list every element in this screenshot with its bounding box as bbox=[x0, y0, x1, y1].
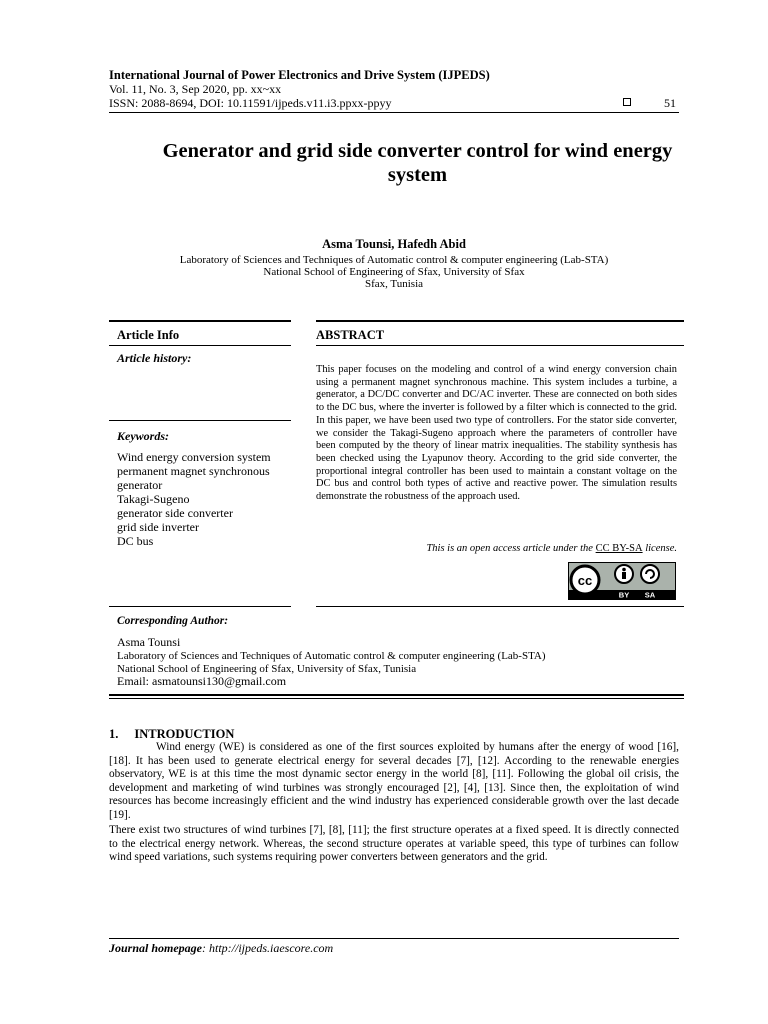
abstract-top-rule bbox=[316, 320, 684, 322]
abstract-heading: ABSTRACT bbox=[316, 328, 385, 342]
license-link[interactable]: CC BY-SA bbox=[595, 543, 643, 554]
article-info-rule bbox=[109, 345, 291, 346]
page-number: 51 bbox=[664, 96, 676, 110]
affiliation-line: National School of Engineering of Sfax, University of Sfax bbox=[263, 266, 525, 278]
volume-info: Vol. 11, No. 3, Sep 2020, pp. xx~xx bbox=[109, 82, 282, 96]
intro-paragraph: There exist two structures of wind turbines [7], [8], [11]; the first structure operates at a fixed speed. It is directly connected to the electrical energy network. Whereas, the second structure operates at variable speed, this type of turbines can follow wind speed variations, such systems requiring power converters between generators and the grid. bbox=[109, 824, 679, 864]
abstract-bottom-rule bbox=[316, 606, 684, 607]
cc-by-sa-badge-icon[interactable] bbox=[568, 562, 676, 600]
abstract-rule bbox=[316, 345, 684, 346]
keyword-item: DC bus bbox=[117, 534, 154, 548]
keyword-item: permanent magnet synchronous bbox=[117, 464, 270, 478]
corresponding-heading: Corresponding Author: bbox=[117, 615, 229, 627]
license-suffix: license. bbox=[642, 543, 677, 554]
article-info-heading: Article Info bbox=[117, 328, 180, 342]
journal-name: International Journal of Power Electronics and Drive System (IJPEDS) bbox=[109, 68, 490, 82]
author-block-rule bbox=[109, 694, 684, 696]
by-label: BY bbox=[618, 590, 630, 600]
history-rule bbox=[109, 420, 291, 421]
affiliation-line: Laboratory of Sciences and Techniques of Automatic control & computer engineering (Lab-STA) bbox=[179, 254, 609, 266]
keywords-bottom-rule bbox=[109, 606, 291, 607]
corresponding-lab: Laboratory of Sciences and Techniques of Automatic control & computer engineering (Lab-STA) bbox=[117, 650, 546, 662]
section-title: INTRODUCTION bbox=[134, 727, 235, 741]
paper-title: Generator and grid side converter control for wind energy system bbox=[162, 140, 673, 186]
sa-label: SA bbox=[644, 590, 656, 600]
abstract-text: This paper focuses on the modeling and control of a wind energy conversion chain using a permanent magnet synchronous machine. This system includes a turbine, a generator, a DC/DC converter and DC/AC inverter. These are connected on both sides to the DC bus, where the inverter is followed by a filter which is connected to the grid. In this paper, we have been used two type of controllers. For the stator side converter, we consider the Takagi-Sugeno approach where the parameters of controller have been computed by the theory of linear matrix inequalities. The stability synthesis has been checked using the Lyapunov theory. According to the grid side converter, the proportional integral controller has been used to maintain a constant voltage on the DC bus and control both types of active and reactive power. The simulation results demonstrate the robustness of the approach used. bbox=[316, 364, 677, 503]
square-bullet-icon bbox=[623, 98, 631, 106]
paper-authors: Asma Tounsi, Hafedh Abid bbox=[322, 237, 466, 251]
keywords-label: Keywords: bbox=[117, 429, 169, 443]
license-statement bbox=[316, 543, 677, 554]
article-info-top-rule bbox=[109, 320, 291, 322]
keyword-item: generator side converter bbox=[117, 506, 233, 520]
footer-url[interactable]: : http://ijpeds.iaescore.com bbox=[202, 941, 334, 955]
section-number: 1. bbox=[109, 727, 119, 741]
license-prefix: This is an open access article under the bbox=[426, 543, 596, 554]
footer-rule bbox=[109, 938, 679, 939]
keyword-item: generator bbox=[117, 478, 163, 492]
author-block-rule-thin bbox=[109, 698, 684, 699]
cc-badge-text: cc bbox=[577, 573, 593, 588]
affiliation-line: Sfax, Tunisia bbox=[364, 278, 424, 290]
intro-paragraph: Wind energy (WE) is considered as one of the first sources exploited by humans after the energy of wood [16], [18]. It has been used to generate electrical energy for several decades [7], [12]. According to the renewable energies observatory, WE is at this time the most dynamic sector energy in the world [8], [11]. Following the global oil crisis, the development and marketing of wind turbines was strongly encouraged [2], [4], [13]. Since then, the exploitation of wind resources has become increasingly efficient and the wind industry has experienced considerable growth over the last decade [19]. bbox=[109, 741, 679, 821]
keyword-item: grid side inverter bbox=[117, 520, 199, 534]
issn-doi: ISSN: 2088-8694, DOI: 10.11591/ijpeds.v11.i3.ppxx-ppyy bbox=[109, 96, 392, 110]
corresponding-school: National School of Engineering of Sfax, University of Sfax, Tunisia bbox=[117, 663, 417, 675]
article-history-label: Article history: bbox=[117, 351, 192, 365]
footer-label: Journal homepage bbox=[109, 941, 203, 955]
section-heading bbox=[109, 727, 234, 742]
keyword-item: Wind energy conversion system bbox=[117, 450, 271, 464]
header-rule bbox=[109, 112, 679, 113]
keyword-item: Takagi-Sugeno bbox=[117, 492, 190, 506]
footer-homepage bbox=[109, 941, 333, 956]
corresponding-email[interactable]: Email: asmatounsi130@gmail.com bbox=[117, 674, 287, 688]
corresponding-name: Asma Tounsi bbox=[117, 635, 181, 649]
